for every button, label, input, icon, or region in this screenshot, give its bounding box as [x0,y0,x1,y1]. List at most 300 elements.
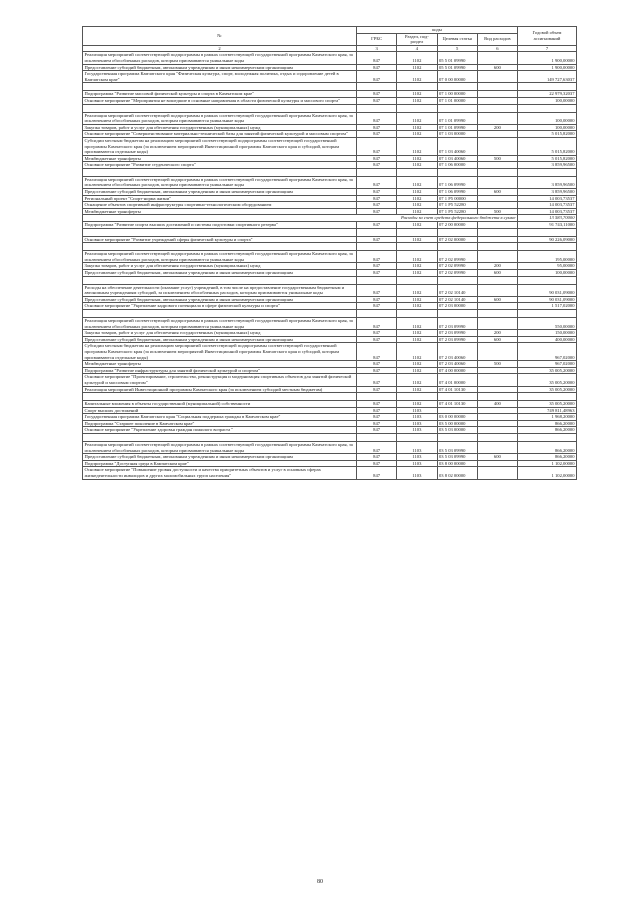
row-amount: 3 859,96500 [518,176,577,188]
spacer-cell [477,243,517,251]
row-name: Закупка товаров, работ и услуг для обеспечения государственных (муниципальных) нужд [83,263,357,270]
row-name: Реализация мероприятий соответствующей подпрограммы в рамках соответствующей государственной программы Камчатского края, за исключением обособленных расходов, которым присваиваются уникальные коды [83,112,357,124]
spacer-row [83,309,577,317]
row-amount: 22 979,32037 [518,91,577,98]
row-name: Реализация мероприятий соответствующей подпрограммы в рамках соответствующей государственной программы Камчатского края, за исключением обособленных расходов, которым присваиваются уникальные коды [83,176,357,188]
row-rzpr: 1102 [397,367,437,374]
row-grbs: 847 [357,374,397,386]
row-rzpr: 1102 [397,374,437,386]
header-codes: коды [357,27,518,34]
spacer-cell [437,83,477,91]
row-rzpr: 1103 [397,454,437,461]
row-csr: 07 1 P5 52280 [437,208,477,215]
table-row [83,64,577,71]
spacer-cell [83,276,357,284]
row-amount: 14 003,73537 [518,202,577,209]
spacer-cell [477,228,517,236]
row-grbs: 847 [357,137,397,155]
row-vr [477,374,517,386]
spacer-cell [397,168,437,176]
spacer-cell [477,83,517,91]
row-name: Предоставление субсидий бюджетным, автономным учреждениям и иным некоммерческим организациям [83,64,357,71]
spacer-cell [357,228,397,236]
row-grbs: 847 [357,330,397,337]
col-num: 4 [397,45,437,52]
row-vr [477,442,517,454]
row-csr: 07 1 P5 52280 [437,202,477,209]
row-amount: 100,00000 [518,124,577,131]
spacer-cell [437,243,477,251]
row-csr: 07 2 02 09990 [437,251,477,263]
note-row [83,215,577,222]
header-no: № [83,27,357,46]
note-text: Расходы за счет средств федерального бюджета в сумме [83,215,518,222]
spacer-cell [397,309,437,317]
row-vr: 400 [477,401,517,408]
spacer-cell [397,276,437,284]
row-csr: 07 1 P5 00000 [437,195,477,202]
table-row [83,303,577,310]
table-row [83,361,577,368]
row-vr [477,195,517,202]
row-csr: 07 4 01 00000 [437,374,477,386]
row-csr: 07 2 03 09990 [437,336,477,343]
row-name: Подпрограмма "Развитие инфраструктуры для занятий физической культурой и спортом" [83,367,357,374]
row-vr [477,427,517,434]
table-row [83,236,577,243]
row-grbs: 847 [357,263,397,270]
table-row [83,284,577,296]
row-amount: 95,00000 [518,263,577,270]
row-vr: 200 [477,263,517,270]
table-row [83,131,577,138]
row-rzpr: 1102 [397,202,437,209]
spacer-row [83,434,577,442]
table-row [83,71,577,83]
table-row [83,91,577,98]
row-vr [477,137,517,155]
spacer-cell [437,309,477,317]
row-vr [477,222,517,229]
spacer-cell [83,228,357,236]
table-row [83,222,577,229]
spacer-cell [357,104,397,112]
row-vr: 500 [477,155,517,162]
row-name: Межбюджетные трансферты [83,155,357,162]
row-csr: 03 5 03 00000 [437,427,477,434]
row-name: Подпрограмма "Старшее поколение в Камчатском крае" [83,420,357,427]
table-row [83,454,577,461]
row-rzpr: 1102 [397,336,437,343]
row-amount: 35 005,20000 [518,374,577,386]
row-vr [477,367,517,374]
row-csr: 07 1 06 00000 [437,162,477,169]
header-vr: Вид расходов [477,33,517,45]
row-grbs: 847 [357,176,397,188]
row-csr: 07 2 02 00000 [437,236,477,243]
row-amount: 1 968,20000 [518,414,577,421]
row-rzpr: 1102 [397,124,437,131]
row-name: Межбюджетные трансферты [83,361,357,368]
row-grbs: 847 [357,131,397,138]
row-rzpr: 1102 [397,303,437,310]
row-grbs: 847 [357,124,397,131]
table-row [83,202,577,209]
spacer-cell [397,243,437,251]
table-row [83,386,577,393]
row-name: Основное мероприятие "Развитие студенческого спорта" [83,162,357,169]
row-grbs: 847 [357,208,397,215]
table-header-row [83,27,577,34]
row-csr: 07 1 03 40060 [437,155,477,162]
table-row [83,176,577,188]
row-amount: 1 517,02000 [518,303,577,310]
row-amount: 550,00000 [518,317,577,329]
spacer-cell [477,434,517,442]
row-name: Подпрограмма "Развитие спорта высших достижений и системы подготовки спортивного резерва" [83,222,357,229]
row-amount: 866,20000 [518,420,577,427]
row-grbs: 847 [357,442,397,454]
spacer-cell [83,434,357,442]
table-row [83,189,577,196]
row-amount: 100,00000 [518,270,577,277]
row-rzpr: 1102 [397,208,437,215]
spacer-cell [357,309,397,317]
row-grbs: 847 [357,420,397,427]
spacer-cell [518,104,577,112]
row-csr: 03 8 00 00000 [437,460,477,467]
row-rzpr: 1102 [397,155,437,162]
row-amount: 14 003,73537 [518,195,577,202]
row-rzpr: 1102 [397,162,437,169]
row-amount: 90 031,09000 [518,296,577,303]
row-rzpr: 1103 [397,427,437,434]
row-csr: 07 2 03 09990 [437,317,477,329]
row-vr [477,162,517,169]
row-csr: 07 2 03 40060 [437,343,477,361]
row-name: Подпрограмма "Доступная среда в Камчатском крае" [83,460,357,467]
row-csr: 03 0 00 00000 [437,414,477,421]
spacer-cell [477,168,517,176]
row-grbs: 847 [357,64,397,71]
row-csr: 07 1 01 09990 [437,112,477,124]
row-vr [477,460,517,467]
spacer-cell [83,243,357,251]
col-num: 5 [437,45,477,52]
header-grbs: ГРБС [357,33,397,45]
table-row [83,343,577,361]
row-name: Спорт высших достижений [83,407,357,414]
table-row [83,317,577,329]
row-rzpr: 1102 [397,361,437,368]
row-rzpr: 1102 [397,270,437,277]
row-amount: 967,02000 [518,361,577,368]
row-vr [477,91,517,98]
spacer-cell [83,104,357,112]
row-csr [437,407,477,414]
spacer-cell [397,104,437,112]
row-name: Субсидии местным бюджетам на реализацию мероприятий соответствующей подпрограммы соответствующей государственной программы Камчатского края (за исключением мероприятий Инвестиционной программы Камчатского края и субсидий, которым присваиваются отдельные коды) [83,343,357,361]
row-name: Межбюджетные трансферты [83,208,357,215]
row-grbs: 847 [357,303,397,310]
row-vr [477,317,517,329]
spacer-row [83,276,577,284]
spacer-cell [357,393,397,401]
spacer-cell [518,168,577,176]
row-csr: 05 5 01 09990 [437,64,477,71]
spacer-cell [518,243,577,251]
row-rzpr: 1102 [397,386,437,393]
table-row [83,401,577,408]
row-rzpr: 1102 [397,97,437,104]
row-vr [477,202,517,209]
row-rzpr: 1103 [397,442,437,454]
row-name: Предоставление субсидий бюджетным, автономным учреждениям и иным некоммерческим организациям [83,270,357,277]
row-name: Основное мероприятие "Укрепление кадрового потенциала в сфере физической культуры и спорта" [83,303,357,310]
row-rzpr: 1102 [397,263,437,270]
row-rzpr: 1103 [397,460,437,467]
row-amount: 150,00000 [518,330,577,337]
row-grbs: 847 [357,112,397,124]
row-grbs: 847 [357,251,397,263]
row-rzpr: 1102 [397,401,437,408]
spacer-row [83,228,577,236]
col-num: 7 [518,45,577,52]
row-grbs: 847 [357,414,397,421]
row-amount: 866,20000 [518,454,577,461]
row-name: Предоставление субсидий бюджетным, автономным учреждениям и иным некоммерческим организациям [83,454,357,461]
row-rzpr: 1102 [397,52,437,64]
spacer-cell [83,83,357,91]
row-amount: 5 015,82000 [518,155,577,162]
row-rzpr: 1103 [397,420,437,427]
row-name: Подпрограмма "Развитие массовой физической культуры и спорта в Камчатском крае" [83,91,357,98]
spacer-cell [518,434,577,442]
spacer-row [83,393,577,401]
spacer-row [83,104,577,112]
spacer-cell [83,309,357,317]
row-grbs: 847 [357,336,397,343]
col-num: 3 [357,45,397,52]
spacer-cell [518,228,577,236]
spacer-cell [397,393,437,401]
header-csr: Целевая статья [437,33,477,45]
table-row [83,97,577,104]
row-amount: 35 005,20000 [518,401,577,408]
spacer-cell [477,276,517,284]
row-amount: 100,00000 [518,97,577,104]
table-row [83,155,577,162]
row-amount: 90 226,09000 [518,236,577,243]
row-name: Капитальные вложения в объекты государственной (муниципальной) собственности [83,401,357,408]
row-grbs: 847 [357,407,397,414]
spacer-cell [357,434,397,442]
row-grbs: 847 [357,343,397,361]
row-amount: 1 102,00000 [518,467,577,479]
table-row [83,367,577,374]
row-csr: 07 2 02 09990 [437,270,477,277]
row-name: Основное мероприятие "Совершенствование материально-технической базы для занятий физической культурой и массовым спортом" [83,131,357,138]
row-name: Реализация мероприятий соответствующей подпрограммы в рамках соответствующей государственной программы Камчатского края, за исключением обособленных расходов, которым присваиваются уникальные коды [83,442,357,454]
table-row [83,124,577,131]
table-row [83,336,577,343]
row-grbs: 847 [357,317,397,329]
row-vr [477,71,517,83]
spacer-cell [437,228,477,236]
row-amount: 1 900,00000 [518,64,577,71]
row-csr: 07 2 00 00000 [437,222,477,229]
spacer-cell [397,83,437,91]
row-csr: 07 4 00 00000 [437,367,477,374]
spacer-cell [477,104,517,112]
row-csr: 07 2 02 09990 [437,263,477,270]
table-row [83,208,577,215]
row-name: Реализация мероприятий соответствующей подпрограммы в рамках соответствующей государственной программы Камчатского края, за исключением обособленных расходов, которым присваиваются уникальные коды [83,251,357,263]
table-row [83,112,577,124]
spacer-cell [518,276,577,284]
page-number: 80 [317,879,323,885]
spacer-cell [437,104,477,112]
row-rzpr: 1102 [397,317,437,329]
row-csr: 07 0 00 00000 [437,71,477,83]
row-name: Предоставление субсидий бюджетным, автономным учреждениям и иным некоммерческим организациям [83,189,357,196]
table-row [83,270,577,277]
row-rzpr: 1102 [397,251,437,263]
row-csr: 07 4 01 10130 [437,401,477,408]
row-csr: 07 2 03 00000 [437,303,477,310]
row-grbs: 847 [357,189,397,196]
table-row [83,251,577,263]
row-vr [477,343,517,361]
row-name: Основное мероприятие "Повышение уровня доступности и качества приоритетных объектов и услуг в основных сферах жизнедеятельности инвалидов и других маломобильных групп населения" [83,467,357,479]
row-grbs: 847 [357,454,397,461]
row-amount: 749 811,48963 [518,407,577,414]
table-row [83,427,577,434]
spacer-cell [397,434,437,442]
col-num: 6 [477,45,517,52]
row-grbs: 847 [357,361,397,368]
row-name: Субсидии местным бюджетам на реализацию мероприятий соответствующей подпрограммы соответствующей государственной программы Камчатского края (за исключением мероприятий Инвестиционной программы Камчатского края и субсидий, которым присваиваются отдельные коды) [83,137,357,155]
row-grbs: 847 [357,222,397,229]
spacer-cell [83,168,357,176]
row-vr [477,414,517,421]
row-name: Расходы на обеспечение деятельности (оказание услуг) учреждений, в том числе на предоставление государственным бюджетным и автономным учреждениям субсидий, за исключением обособленных расходов, которым присваиваются уникальные коды [83,284,357,296]
row-vr: 600 [477,64,517,71]
spacer-cell [437,168,477,176]
spacer-cell [437,276,477,284]
row-vr [477,97,517,104]
row-vr: 200 [477,124,517,131]
row-vr [477,176,517,188]
row-rzpr: 1102 [397,343,437,361]
row-grbs: 847 [357,284,397,296]
row-rzpr: 1102 [397,284,437,296]
row-rzpr: 1102 [397,91,437,98]
row-csr: 03 8 02 00000 [437,467,477,479]
row-name: Закупка товаров, работ и услуг для обеспечения государственных (муниципальных) нужд [83,330,357,337]
row-grbs: 847 [357,367,397,374]
row-vr [477,251,517,263]
spacer-cell [357,83,397,91]
table-row [83,414,577,421]
row-rzpr: 1102 [397,236,437,243]
row-grbs: 847 [357,97,397,104]
row-amount: 35 005,20000 [518,367,577,374]
row-amount: 149 727,63037 [518,71,577,83]
row-vr: 600 [477,454,517,461]
row-grbs: 847 [357,202,397,209]
row-csr: 07 1 01 09990 [437,124,477,131]
col-num: 2 [83,45,357,52]
row-name: Основное мероприятие "Мероприятия не вошедшие в основные направления в области физической культуры и массового спорта" [83,97,357,104]
row-amount: 5 015,82000 [518,137,577,155]
row-vr: 600 [477,296,517,303]
row-amount: 91 743,11000 [518,222,577,229]
row-amount: 967,02000 [518,343,577,361]
row-amount: 1 102,00000 [518,460,577,467]
row-name: Реализация мероприятий соответствующей подпрограммы в рамках соответствующей государственной программы Камчатского края, за исключением обособленных расходов, которым присваиваются уникальные коды [83,317,357,329]
row-vr [477,386,517,393]
row-rzpr: 1102 [397,131,437,138]
row-rzpr: 1103 [397,414,437,421]
row-grbs: 847 [357,427,397,434]
spacer-cell [357,168,397,176]
spacer-cell [357,276,397,284]
spacer-row [83,83,577,91]
row-grbs: 847 [357,386,397,393]
row-rzpr: 1102 [397,176,437,188]
row-grbs: 847 [357,270,397,277]
row-vr [477,407,517,414]
row-name: Реализация мероприятий Инвестиционной программы Камчатского края (за исключением субсидий местным бюджетам) [83,386,357,393]
row-rzpr: 1102 [397,189,437,196]
row-amount: 866,20000 [518,442,577,454]
spacer-cell [397,228,437,236]
row-name: Предоставление субсидий бюджетным, автономным учреждениям и иным некоммерческим организациям [83,336,357,343]
row-name: Предоставление субсидий бюджетным, автономным учреждениям и иным некоммерческим организациям [83,296,357,303]
row-rzpr: 1102 [397,64,437,71]
row-csr: 07 2 02 10140 [437,284,477,296]
row-rzpr: 1102 [397,71,437,83]
row-rzpr: 1102 [397,137,437,155]
row-vr: 600 [477,189,517,196]
row-amount: 3 859,96500 [518,189,577,196]
spacer-row [83,243,577,251]
row-vr [477,131,517,138]
table-row [83,162,577,169]
table-row [83,460,577,467]
row-grbs: 847 [357,52,397,64]
row-vr [477,284,517,296]
row-name: Государственная программа Камчатского края "Социальная поддержка граждан в Камчатском крае" [83,414,357,421]
row-vr: 500 [477,361,517,368]
row-csr: 03 5 00 00000 [437,420,477,427]
row-csr: 07 1 03 40060 [437,137,477,155]
table-row [83,195,577,202]
table-row [83,442,577,454]
table-row [83,467,577,479]
row-amount: 1 900,00000 [518,52,577,64]
row-vr [477,236,517,243]
row-csr: 03 5 03 09990 [437,454,477,461]
row-vr: 500 [477,208,517,215]
spacer-row [83,168,577,176]
row-grbs: 847 [357,71,397,83]
row-name: Государственная программа Камчатского края "Физическая культура, спорт, молодежная политика, отдых и оздоровление детей в Камчатском крае" [83,71,357,83]
row-rzpr: 1102 [397,112,437,124]
spacer-cell [477,309,517,317]
note-amount: 13 583,70000 [518,215,577,222]
